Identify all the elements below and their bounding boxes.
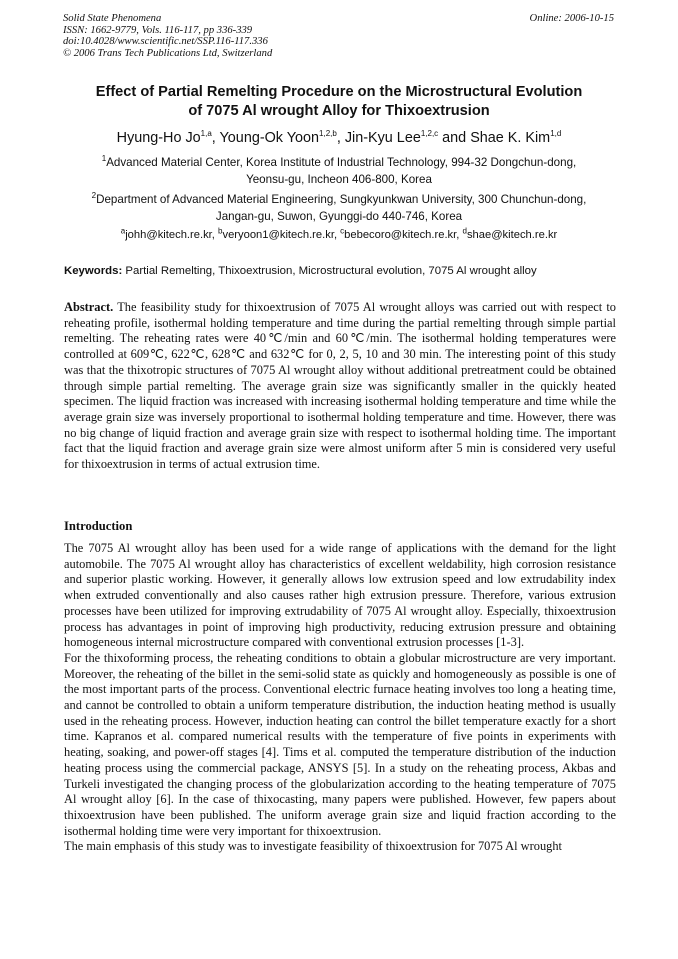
title-line-1: Effect of Partial Remelting Procedure on the Microstructural Evolution xyxy=(95,84,583,100)
affiliation-1 xyxy=(55,154,623,188)
author-sup: 1,2,c xyxy=(420,129,439,139)
abstract xyxy=(64,300,616,473)
email-address: shae@kitech.re.kr xyxy=(466,229,558,241)
intro-paragraph: The main emphasis of this study was to investigate feasibility of thixoextrusion for 7075 Al wrought xyxy=(64,839,562,854)
affiliation-line: Jangan-gu, Suwon, Gyunggi-do 440-746, Korea xyxy=(215,210,463,223)
online-date: Online: 2006-10-15 xyxy=(529,13,614,24)
email-address: veryoon1@kitech.re.kr, xyxy=(222,229,341,241)
keywords xyxy=(64,263,638,280)
affiliation-line: Department of Advanced Material Engineering, Sungkyunkwan University, 300 Chunchun-dong, xyxy=(96,193,587,206)
author-name: Shae K. Kim xyxy=(470,130,551,146)
author-sup: 1,a xyxy=(200,129,212,139)
affiliation-sup: 2 xyxy=(91,191,97,201)
author-sep: and xyxy=(438,130,471,146)
author-list xyxy=(30,129,648,147)
email-address: johh@kitech.re.kr, xyxy=(125,229,219,241)
keywords-label: Keywords: xyxy=(64,265,123,277)
email-sup: c xyxy=(340,226,345,236)
abstract-text: The feasibility study for thixoextrusion of 7075 Al wrought alloys was carried out with respect to reheating profile, isothermal holding temperature and time during the partial remelting through simple partial remelting. The reheating rates were 40℃/min and 60℃/min. The isothermal holding temperatures were controlled at 609℃, 622℃, 628℃ and 632℃ for 0, 2, 5, 10 and 30 min. The interesting point of this study was that the thixotropic structures of 7075 Al wrought alloy without additional pretreatment could be obtained through simple partial remelting. The average grain size was significantly smaller in the quickly heated specimen. The liquid fraction was increased with increasing isothermal holding temperature and time while the average grain size was inversely proportional to isothermal holding temperature and time. However, there was no big change of liquid fraction and average grain size with respect to isothermal holding time. The important fact that the liquid fraction and average grain size were almost uniform after 5 min is considered very useful for thixoextrusion in terms of actual extrusion time. xyxy=(64,300,616,472)
affiliation-sup: 1 xyxy=(101,154,107,164)
title-line-2: of 7075 Al wrought Alloy for Thixoextrusion xyxy=(188,103,490,119)
intro-paragraph: For the thixoforming process, the reheating conditions to obtain a globular microstructure are very important. Moreover, the reheating of the billet in the semi-solid state as quickly and homogeneously as possible is one of the most important parts of the process. Conventional electric furnace heating involves too long a heating time, and cannot be controlled to obtain a uniform temperature distribution, the induction heating method is usually used in the reheating process. However, induction heating can control the billet temperature exactly for a short time. Kapranos et al. compared numerical results with the temperature of five points in experiments with heating, soaking, and power-off stages [4]. Tims et al. computed the temperature distribution of the induction heating process using the commercial package, ANSYS [5]. In a study on the reheating process, Akbas and Turkeli investigated the changing process of the globularization according to the heating temperature of 7075 Al wrought alloy [6]. In the case of thixocasting, many papers were published. However, few papers about thixoextrusion have been published. The uniform average grain size and liquid fraction according to the isothermal holding time were very important for thixoextrusion. xyxy=(64,650,616,838)
email-address: bebecoro@kitech.re.kr, xyxy=(344,229,463,241)
affiliation-line: Yeonsu-gu, Incheon 406-800, Korea xyxy=(246,173,432,186)
author-sep: , xyxy=(336,130,345,146)
email-sup: a xyxy=(120,226,126,236)
affiliation-2 xyxy=(55,191,623,225)
affiliation-line: Advanced Material Center, Korea Institute of Industrial Technology, 994-32 Dongchun-dong, xyxy=(106,156,577,169)
email-sup: b xyxy=(218,226,223,236)
introduction-body xyxy=(64,541,616,855)
author-sup: 1,2,b xyxy=(319,129,337,139)
doi-line: doi:10.4028/www.scientific.net/SSP.116-117.336 xyxy=(63,36,268,48)
copyright-line: © 2006 Trans Tech Publications Ltd, Switzerland xyxy=(63,47,273,59)
author-sep: , xyxy=(211,130,220,146)
abstract-label: Abstract. xyxy=(64,300,114,314)
email-sup: d xyxy=(462,226,467,236)
journal-header xyxy=(63,13,272,59)
email-list xyxy=(40,227,638,244)
introduction-heading: Introduction xyxy=(64,519,133,533)
author-name: Jin-Kyu Lee xyxy=(344,130,421,146)
paper-title xyxy=(40,83,638,121)
author-name: Hyung-Ho Jo xyxy=(116,130,201,146)
author-sup: 1,d xyxy=(550,129,562,139)
author-name: Young-Ok Yoon xyxy=(219,130,320,146)
journal-name: Solid State Phenomena xyxy=(63,13,162,24)
issn-line: ISSN: 1662-9779, Vols. 116-117, pp 336-339 xyxy=(63,24,253,36)
keywords-text: Partial Remelting, Thixoextrusion, Microstructural evolution, 7075 Al wrought alloy xyxy=(122,265,537,277)
intro-paragraph: The 7075 Al wrought alloy has been used for a wide range of applications with the demand for the light automobile. The 7075 Al wrought alloy has characteristics of excellent weldability, high corrosion resistance and superior plastic working. However, it generally allows low extrusion speed and low extrudability index when extruded conventionally and also causes rather high extrusion pressure. Therefore, various extrusion processes have been utilized for improving extrudability of 7075 Al wrought alloy. Especially, thixoextrusion process has advantages in point of improving high productivity, reducing extrusion pressure and obtaining homogeneous internal microstructure compared with conventional extrusion processes [1-3]. xyxy=(64,541,616,650)
